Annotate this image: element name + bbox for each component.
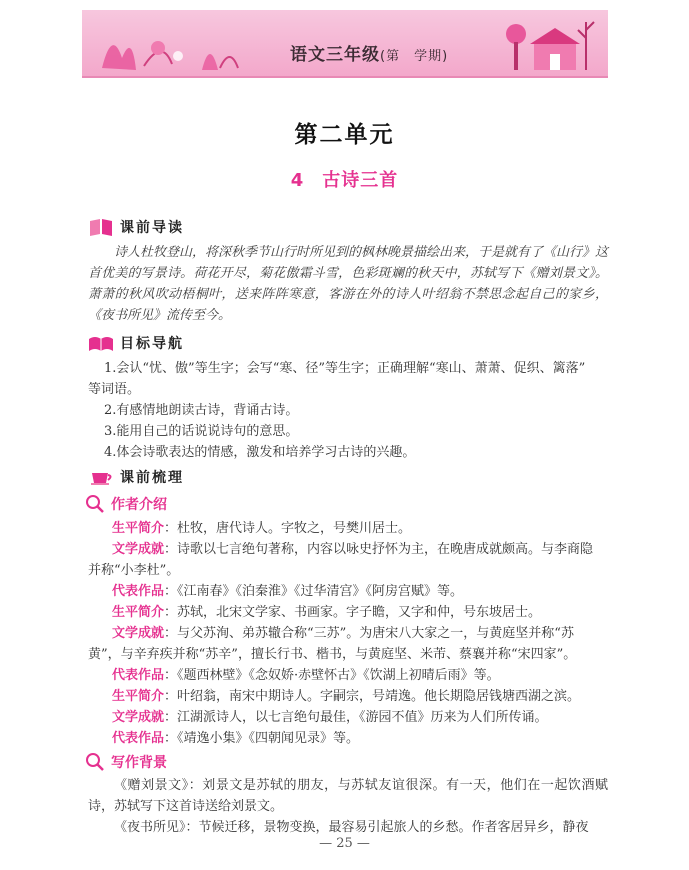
magnifier-icon [85,494,105,514]
row-value-continued: 黄”，与辛弃疾并称“苏辛”，擅长行书、楷书，与黄庭坚、米芾、蔡襄并称“宋四家”。 [88,647,577,662]
section-heading-text: 课前梳理 [120,470,184,486]
book-icon [88,217,114,237]
house-tree-illustration-icon [500,14,600,76]
row-key: 生平简介 [112,689,165,704]
row-value: ：诗歌以七言绝句著称，内容以咏史抒怀为主，在晚唐成就颇高。与李商隐 [164,542,594,557]
header-title-sub: (第 学期) [380,49,449,64]
goal-text: 1.会认“忧、傲”等生字；会写“寒、径”等生字；正确理解“寒山、萧萧、促织、篱落” [104,361,586,376]
row-key: 代表作品 [112,668,165,683]
section-heading-text: 课前导读 [120,220,184,236]
row-value: ：《江南春》《泊秦淮》《过华清宫》《阿房宫赋》等。 [164,584,464,599]
page-number: — 25 — [319,836,370,851]
open-book-icon [88,333,114,353]
goal-item-3: 3.能用自己的话说说诗句的意思。 [104,424,299,439]
row-key: 代表作品 [112,731,165,746]
goal-item-1 [88,358,610,400]
preview-reading-paragraph: 诗人杜牧登山，将深秋季节山行时所见到的枫林晚景描绘出来，于是就有了《山行》这首优美的写景诗。荷花开尽，菊花傲霜斗雪，色彩斑斓的秋天中，苏轼写下《赠刘景文》。萧萧的秋风吹动梧桐叶，送来阵阵寒意，客游在外的诗人叶绍翁不禁思念起自己的家乡，《夜书所见》流传至今。 [88,245,609,323]
background-paragraph: 《赠刘景文》：刘景文是苏轼的朋友，与苏轼友谊很深。有一天，他们在一起饮酒赋诗，苏轼写下这首诗送给刘景文。 [88,778,608,814]
header-title-main: 语文三年级 [290,45,380,65]
author-row [112,686,608,707]
row-key: 代表作品 [112,584,165,599]
row-value: ：杜牧，唐代诗人。字牧之，号樊川居士。 [164,521,412,536]
row-value: ：苏轼，北宋文学家、书画家。字子瞻，又字和仲，号东坡居士。 [164,605,542,620]
goal-text-continued: 等词语。 [88,382,141,397]
butterfly-flower-illustration-icon [92,18,242,76]
goal-item-4: 4.体会诗歌表达的情感，激发和培养学习古诗的兴趣。 [104,445,416,460]
background-paragraph: 《夜书所见》：节候迁移，景物变换，最容易引起旅人的乡愁。作者客居异乡，静夜 [114,820,589,835]
magnifier-icon [85,752,105,772]
author-row [88,539,608,581]
row-value: ：叶绍翁，南宋中期诗人。字嗣宗，号靖逸。他长期隐居钱塘西湖之滨。 [164,689,581,704]
author-row [88,623,608,665]
row-key: 文学成就 [112,710,165,725]
goal-item-2: 2.有感情地朗读古诗，背诵古诗。 [104,403,299,418]
row-key: 文学成就 [112,542,165,557]
author-row [112,518,608,539]
unit-title: 第二单元 [294,121,395,148]
writing-background-heading [85,752,167,772]
lesson-number: 4 [290,170,305,191]
author-row [112,707,608,728]
author-row [112,581,608,602]
row-value: ：与父苏洵、弟苏辙合称“三苏”。为唐宋八大家之一，与黄庭坚并称“苏 [164,626,574,641]
row-key: 生平简介 [112,605,165,620]
row-key: 文学成就 [112,626,165,641]
lesson-title [0,166,689,192]
row-value: ：《靖逸小集》《四朝闻见录》等。 [164,731,360,746]
sub-heading-text: 写作背景 [111,755,167,771]
lesson-name: 古诗三首 [322,170,399,191]
sub-heading-text: 作者介绍 [111,497,167,513]
section-review-heading [88,466,184,488]
section-heading-text: 目标导航 [120,336,184,352]
row-key: 生平简介 [112,521,165,536]
section-preview-reading-heading [88,216,184,238]
row-value: ：江湖派诗人，以七言绝句最佳，《游园不值》历来为人们所传诵。 [164,710,548,725]
author-intro-heading [85,494,167,514]
author-row [112,602,608,623]
book-header-title [290,40,448,65]
author-row [112,665,608,686]
section-goals-heading [88,332,184,354]
row-value-continued: 并称“小李杜”。 [88,563,180,578]
author-row [112,728,608,749]
teacup-icon [88,467,114,487]
row-value: ：《题西林壁》《念奴娇·赤壁怀古》《饮湖上初晴后雨》等。 [164,668,500,683]
